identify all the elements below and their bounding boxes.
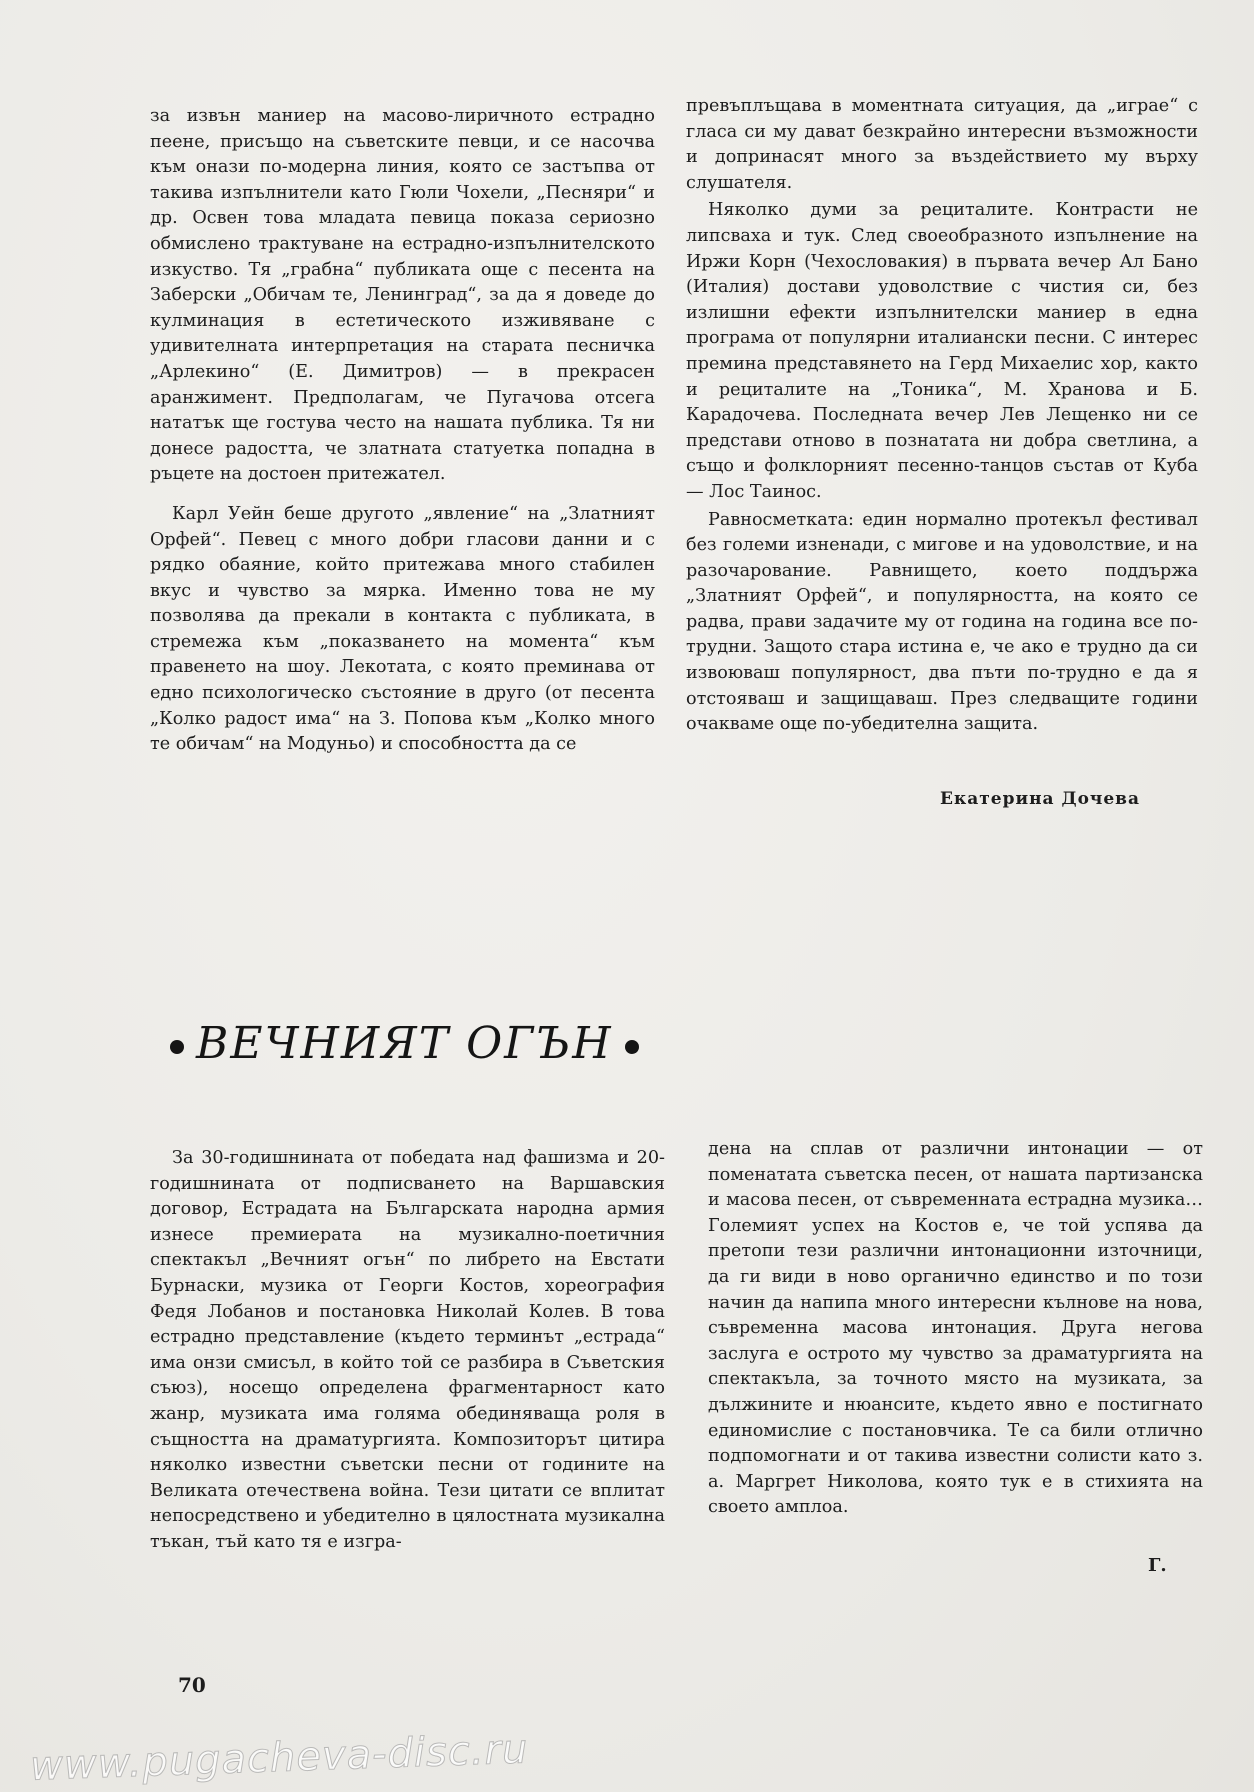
paragraph: за извън маниер на масово-лиричното естрадно пеене, присъщо на съветските певци, и се насочва към онази по-модерна линия, която се застъпва от такива изпълнители като Гюли Чохели, „Песняри“ и др. Освен това младата певица показа сериозно обмислено трактуване на естрадно-изпълнителското изкуство. Тя „грабна“ публиката още с песента на Заберски „Обичам те, Ленинград“, за да я доведе до кулминация в естетическото изживяване с удивителната интерпретация на старата песничка „Арлекино“ (Е. Димитров) — в прекрасен аранжимент. Предполагам, че Пугачова отсега нататък ще гостува често на нашата публика. Тя ни донесе радостта, че златната статуетка попадна в ръцете на достоен притежател. [150,106,655,485]
paragraph: Карл Уейн беше другото „явление“ на „Златният Орфей“. Певец с много добри гласови данни и с рядко обаяние, който притежава много стабилен вкус и чувство за мярка. Именно това не му позволява да прекали в контакта с публиката, в стремежа към „показването на момента“ към правенето на шоу. Лекотата, с която преминава от едно психологическо състояние в друго (от песента „Колко радост има“ на З. Попова към „Колко много те обичам“ на Модуньо) и способността да се [150,503,655,755]
watermark: www.pugacheva-disc.ru [29,1726,530,1790]
paragraph: Равносметката: един нормално протекъл фестивал без големи изненади, с мигове и на удоволствие, и на разочарование. Равнището, което поддържа „Златният Орфей“, и популярността, на която се радва, прави задачите му от година на година все по-трудни. Защото стара истина е, че ако е трудно да си извоюваш популярност, два пъти по-трудно е да я отстояваш и защищаваш. През следващите години очакваме още по-убедителна защита. [686,509,1198,735]
article1-right-column [686,94,1198,738]
page-number: 70 [178,1673,206,1697]
bullet-icon [625,1040,639,1054]
article1-left-column [150,104,655,758]
bullet-icon [170,1040,184,1054]
paragraph: превъплъщава в моментната ситуация, да „играе“ с гласа си му дават безкрайно интересни възможности и допринасят много за въздействието му върху слушателя. [686,96,1198,193]
article2-author: Г. [1148,1555,1167,1576]
paragraph: Няколко думи за рециталите. Контрасти не липсваха и тук. След своеобразното изпълнение на Иржи Корн (Чехословакия) в първата вечер Ал Бано (Италия) достави удоволствие с чистия си, без излишни ефекти изпълнителски маниер в една програма от популярни италиански песни. С интерес премина представянето на Герд Михаелис хор, както и рециталите на „Тоника“, М. Хранова и Б. Карадочева. Последната вечер Лев Лещенко ни се представи отново в познатата ни добра светлина, а също и фолклорният песенно-танцов състав от Куба — Лос Таинос. [686,200,1198,502]
article2-title-wrap [158,1018,651,1069]
article2-right-column [708,1137,1203,1521]
article2-title: ВЕЧНИЯТ ОГЪН [196,1018,613,1069]
article1-author: Екатерина Дочева [940,789,1141,809]
article2-left-column [150,1146,665,1556]
paragraph: дена на сплав от различни интонации — от поменатата съветска песен, от нашата партизанска и масова песен, от съвременната естрадна музика… Големият успех на Костов е, че той успява да претопи тези различни интонационни източници, да ги види в ново органично единство и по този начин да напипа много интересни кълнове на нова, съвременна масова интонация. Друга негова заслуга е острото му чувство за драматургията на спектакъла, за точното място на музиката, за дължините и нюансите, където явно е постигнато единомислие с постановчика. Те са били отлично подпомогнати и от такива известни солисти като з. а. Маргрет Николова, която тук е в стихията на своето амплоа. [708,1139,1203,1518]
paragraph: За 30-годишнината от победата над фашизма и 20-годишнината от подписването на Варшавския договор, Естрадата на Българската народна армия изнесе премиерата на музикално-поетичния спектакъл „Вечният огън“ по либрето на Евстати Бурнаски, музика от Георги Костов, хореография Федя Лобанов и постановка Николай Колев. В това естрадно представление (където терминът „естрада“ има онзи смисъл, в който той се разбира в Съветския съюз), носещо определена фрагментарност като жанр, музиката има голяма обединяваща роля в същността на драматургията. Композиторът цитира няколко известни съветски песни от годините на Великата отечествена война. Тези цитати се вплитат непосредствено и убедително в цялостната музикална тъкан, тъй като тя е изгра- [150,1148,665,1552]
